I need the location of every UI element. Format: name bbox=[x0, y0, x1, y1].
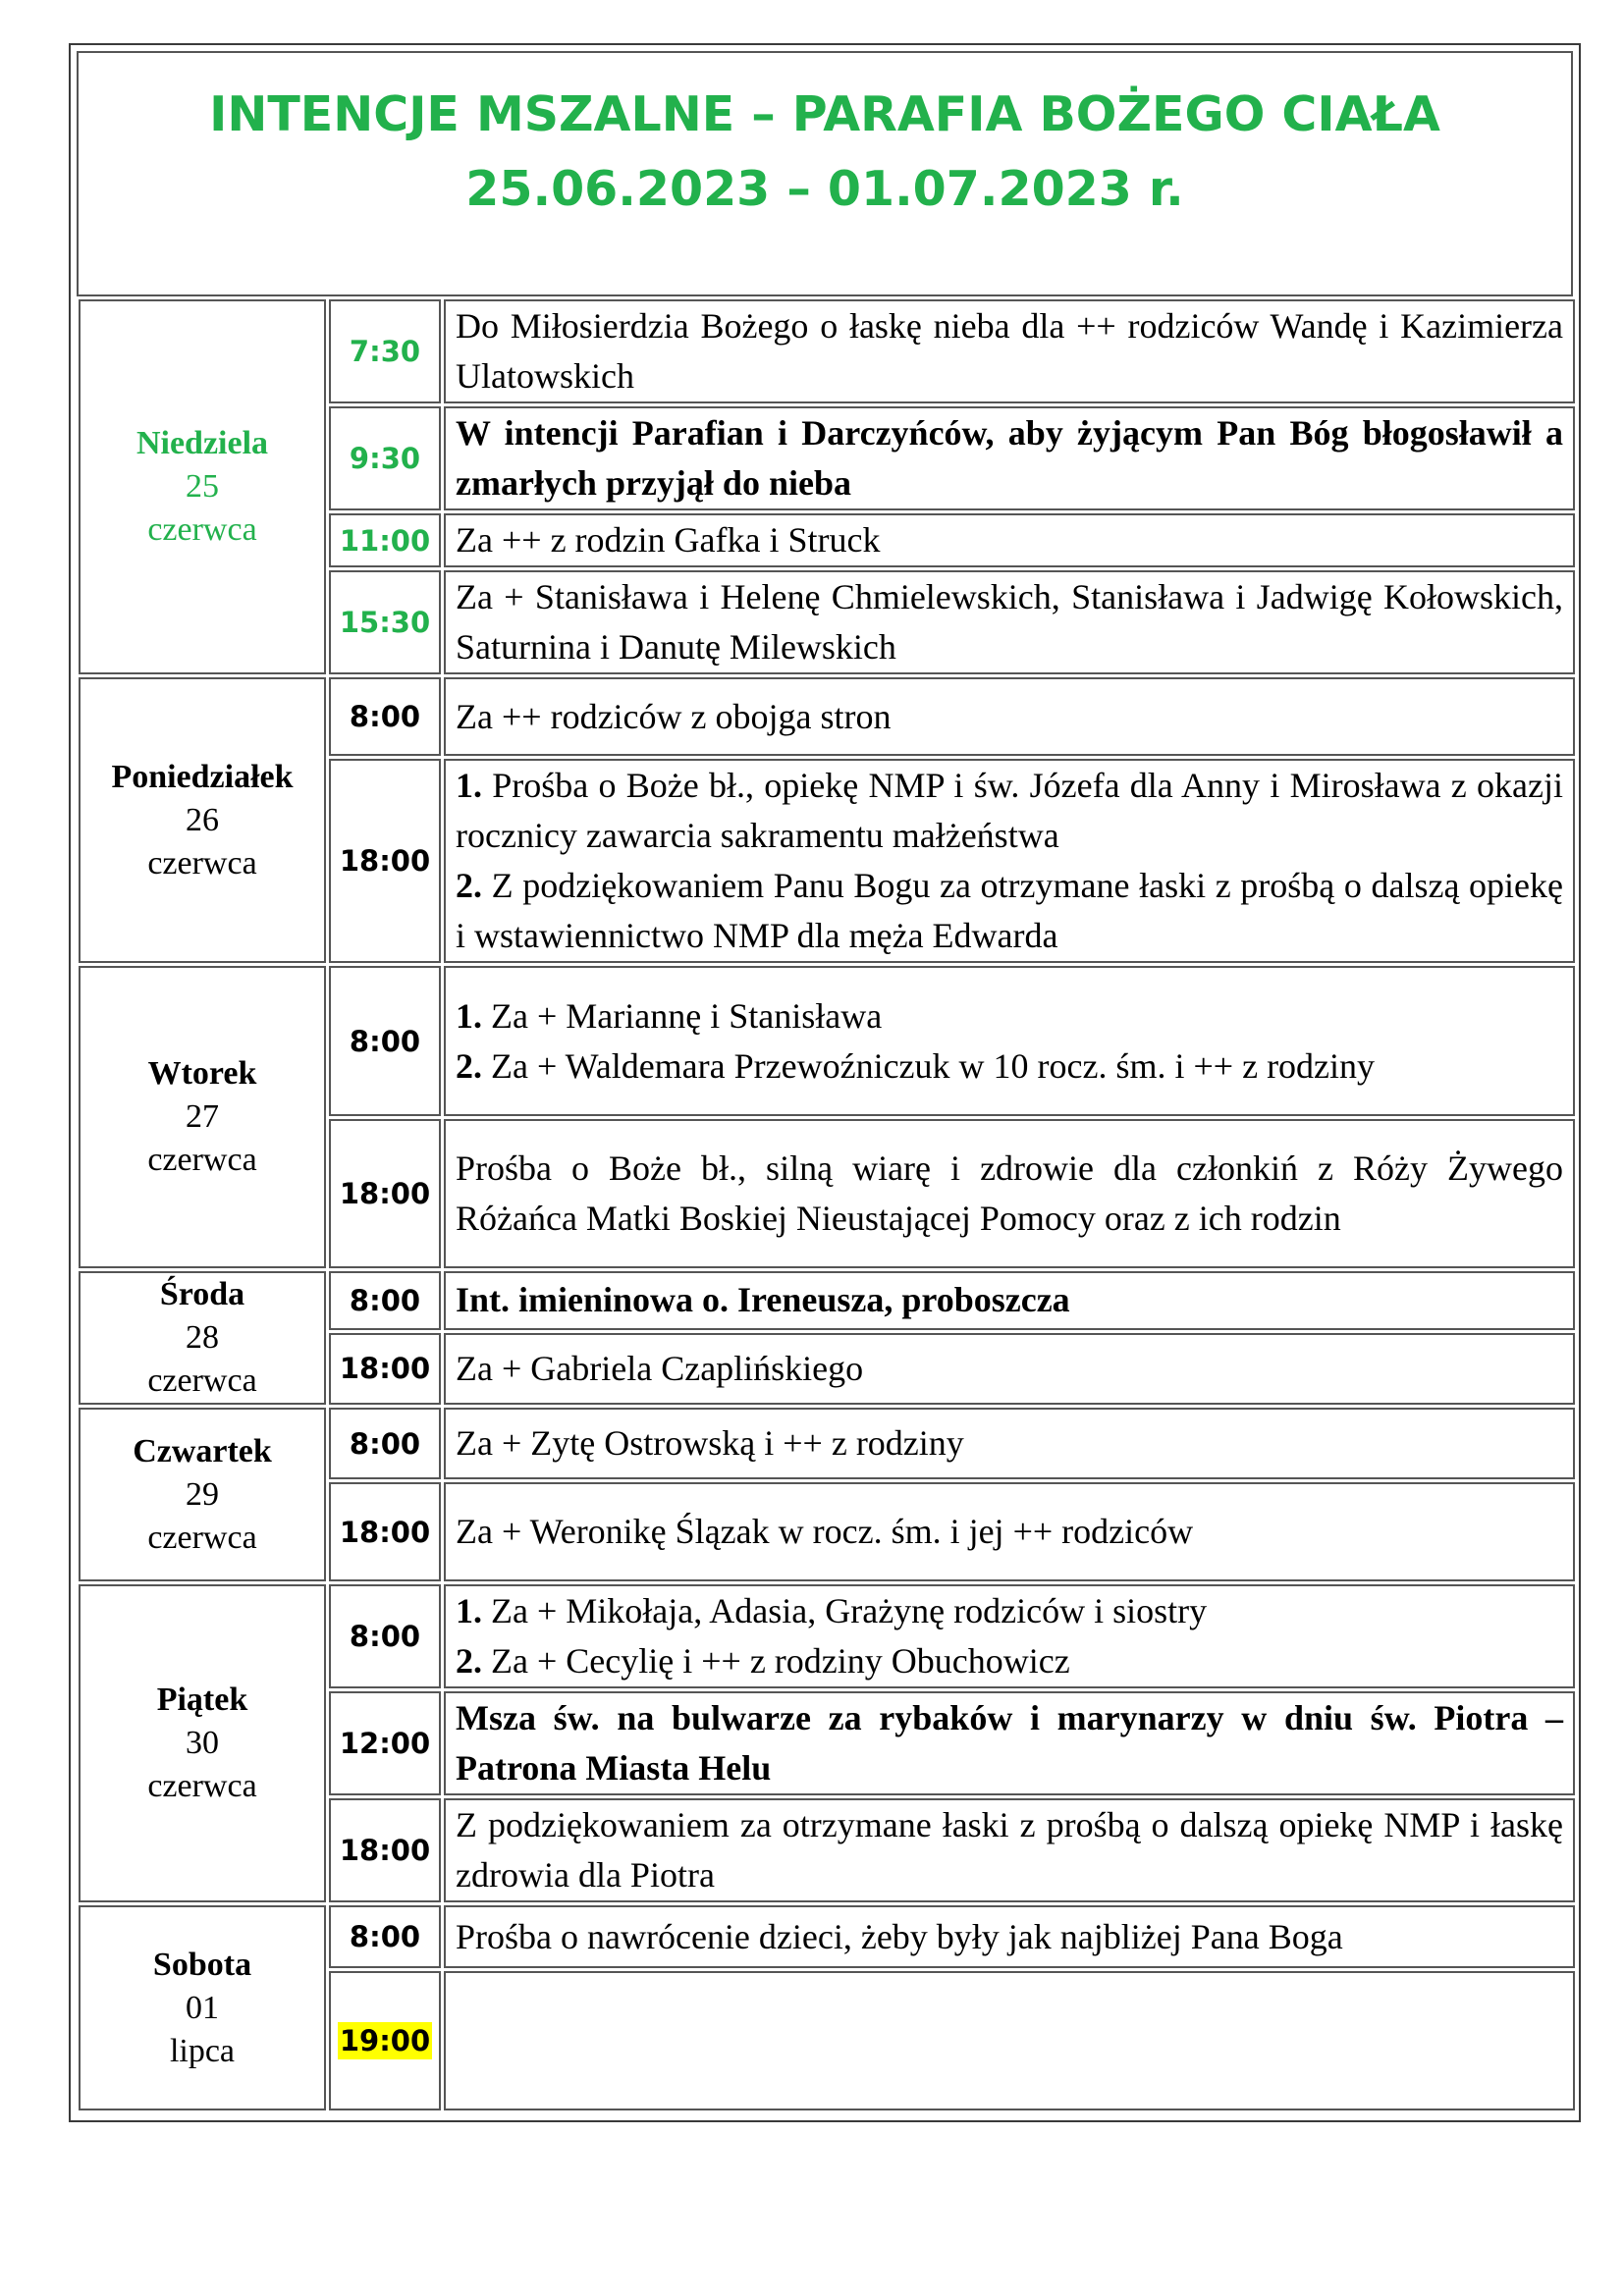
mass-time: 9:30 bbox=[329, 406, 441, 510]
day-cell-friday bbox=[79, 1584, 326, 1902]
day-name: Niedziela bbox=[135, 425, 269, 461]
item-text: Za + Waldemara Przewoźniczuk w 10 rocz. śm. i ++ z rodziny bbox=[491, 1045, 1376, 1086]
item-text: Za + Mariannę i Stanisława bbox=[491, 995, 883, 1036]
day-number: 30 bbox=[186, 1725, 219, 1761]
mass-time: 8:00 bbox=[329, 677, 441, 756]
day-name: Czwartek bbox=[133, 1432, 272, 1469]
intention-item bbox=[456, 1586, 1563, 1636]
mass-intention: W intencji Parafian i Darczyńców, aby żyjącym Pan Bóg błogosławił a zmarłych przyjął do nieba bbox=[444, 406, 1575, 510]
mass-intention bbox=[444, 1971, 1575, 2110]
day-number: 01 bbox=[186, 1989, 219, 2026]
header bbox=[77, 51, 1573, 296]
mass-time-cell bbox=[329, 1971, 441, 2110]
intention-item bbox=[456, 991, 1563, 1041]
intention-item bbox=[456, 1636, 1563, 1686]
intention-item bbox=[456, 861, 1563, 961]
mass-time: 15:30 bbox=[329, 570, 441, 674]
mass-time: 12:00 bbox=[329, 1691, 441, 1795]
mass-intention: Za ++ z rodzin Gafka i Struck bbox=[444, 513, 1575, 567]
table-row bbox=[79, 1905, 1575, 1968]
mass-time: 18:00 bbox=[329, 1333, 441, 1405]
mass-intention: Msza św. na bulwarze za rybaków i marynarzy w dniu św. Piotra – Patrona Miasta Helu bbox=[444, 1691, 1575, 1795]
mass-intention: Int. imieninowa o. Ireneusza, proboszcza bbox=[444, 1271, 1575, 1330]
day-month: czerwca bbox=[147, 1142, 257, 1178]
mass-time: 8:00 bbox=[329, 966, 441, 1116]
mass-time: 8:00 bbox=[329, 1271, 441, 1330]
day-name: Sobota bbox=[152, 1946, 252, 1983]
mass-time: 18:00 bbox=[329, 1798, 441, 1902]
day-month: czerwca bbox=[147, 1362, 257, 1399]
intention-item bbox=[456, 1041, 1563, 1092]
mass-schedule-table bbox=[76, 296, 1578, 2113]
mass-time: 18:00 bbox=[329, 1482, 441, 1581]
mass-time: 11:00 bbox=[329, 513, 441, 567]
mass-intention bbox=[444, 1584, 1575, 1688]
item-number: 2. bbox=[456, 1641, 482, 1681]
day-cell-wednesday bbox=[79, 1271, 326, 1405]
mass-intention: Za + Zytę Ostrowską i ++ z rodziny bbox=[444, 1408, 1575, 1479]
item-number: 1. bbox=[456, 766, 482, 805]
day-cell-tuesday bbox=[79, 966, 326, 1268]
day-month: czerwca bbox=[147, 1519, 257, 1556]
mass-intention: Za + Gabriela Czaplińskiego bbox=[444, 1333, 1575, 1405]
mass-time: 7:30 bbox=[329, 299, 441, 403]
day-month: czerwca bbox=[147, 844, 257, 881]
day-cell-saturday bbox=[79, 1905, 326, 2110]
day-number: 26 bbox=[186, 801, 219, 838]
mass-time: 18:00 bbox=[329, 759, 441, 963]
table-row bbox=[79, 966, 1575, 1116]
day-month: czerwca bbox=[147, 1768, 257, 1804]
table-row bbox=[79, 299, 1575, 403]
mass-time: 8:00 bbox=[329, 1584, 441, 1688]
day-number: 29 bbox=[186, 1475, 219, 1513]
day-month: czerwca bbox=[147, 511, 257, 548]
day-name: Piątek bbox=[156, 1682, 248, 1718]
table-row bbox=[79, 677, 1575, 756]
day-name: Środa bbox=[159, 1276, 245, 1312]
intention-item bbox=[456, 761, 1563, 861]
item-number: 1. bbox=[456, 1591, 482, 1630]
mass-time: 8:00 bbox=[329, 1408, 441, 1479]
item-text: Za + Cecylię i ++ z rodziny Obuchowicz bbox=[491, 1641, 1070, 1681]
mass-intention: Za ++ rodziców z obojga stron bbox=[444, 677, 1575, 756]
day-month: lipca bbox=[169, 2032, 236, 2069]
mass-time: 8:00 bbox=[329, 1905, 441, 1968]
table-row bbox=[79, 1408, 1575, 1479]
table-row bbox=[79, 1584, 1575, 1688]
mass-intention: Prośba o Boże bł., silną wiarę i zdrowie dla członkiń z Róży Żywego Różańca Matki Boskiej Nieustającej Pomocy oraz z ich rodzin bbox=[444, 1119, 1575, 1268]
day-number: 27 bbox=[186, 1098, 219, 1135]
day-number: 25 bbox=[186, 468, 219, 505]
mass-intention: Za + Stanisława i Helenę Chmielewskich, Stanisława i Jadwigę Kołowskich, Saturnina i Danutę Milewskich bbox=[444, 570, 1575, 674]
day-cell-thursday bbox=[79, 1408, 326, 1581]
mass-intention: Za + Weronikę Ślązak w rocz. śm. i jej ++ rodziców bbox=[444, 1482, 1575, 1581]
mass-intention: Do Miłosierdzia Bożego o łaskę nieba dla ++ rodziców Wandę i Kazimierza Ulatowskich bbox=[444, 299, 1575, 403]
mass-intention: Z podziękowaniem za otrzymane łaski z prośbą o dalszą opiekę NMP i łaskę zdrowia dla Piotra bbox=[444, 1798, 1575, 1902]
mass-time: 18:00 bbox=[329, 1119, 441, 1268]
day-number: 28 bbox=[186, 1319, 219, 1356]
schedule-page bbox=[69, 43, 1581, 2122]
mass-intention bbox=[444, 759, 1575, 963]
item-text: Z podziękowaniem Panu Bogu za otrzymane łaski z prośbą o dalszą opiekę i wstawiennictwo NMP dla męża Edwarda bbox=[456, 866, 1564, 955]
mass-intention bbox=[444, 966, 1575, 1116]
day-cell-sunday bbox=[79, 299, 326, 674]
mass-intention: Prośba o nawrócenie dzieci, żeby były jak najbliżej Pana Boga bbox=[444, 1905, 1575, 1968]
item-text: Prośba o Boże bł., opiekę NMP i św. Józefa dla Anny i Mirosława z okazji rocznicy zawarcia sakramentu małżeństwa bbox=[456, 766, 1563, 855]
item-number: 1. bbox=[456, 995, 482, 1036]
item-number: 2. bbox=[456, 866, 482, 905]
day-cell-monday bbox=[79, 677, 326, 963]
item-text: Za + Mikołaja, Adasia, Grażynę rodziców i siostry bbox=[491, 1591, 1208, 1630]
item-number: 2. bbox=[456, 1045, 482, 1086]
page-title: INTENCJE MSZALNE – PARAFIA BOŻEGO CIAŁA bbox=[209, 86, 1440, 142]
date-range: 25.06.2023 – 01.07.2023 r. bbox=[465, 161, 1184, 217]
table-row bbox=[79, 1271, 1575, 1330]
day-name: Poniedziałek bbox=[111, 758, 294, 795]
highlighted-time: 19:00 bbox=[339, 2024, 431, 2057]
day-name: Wtorek bbox=[147, 1055, 257, 1092]
